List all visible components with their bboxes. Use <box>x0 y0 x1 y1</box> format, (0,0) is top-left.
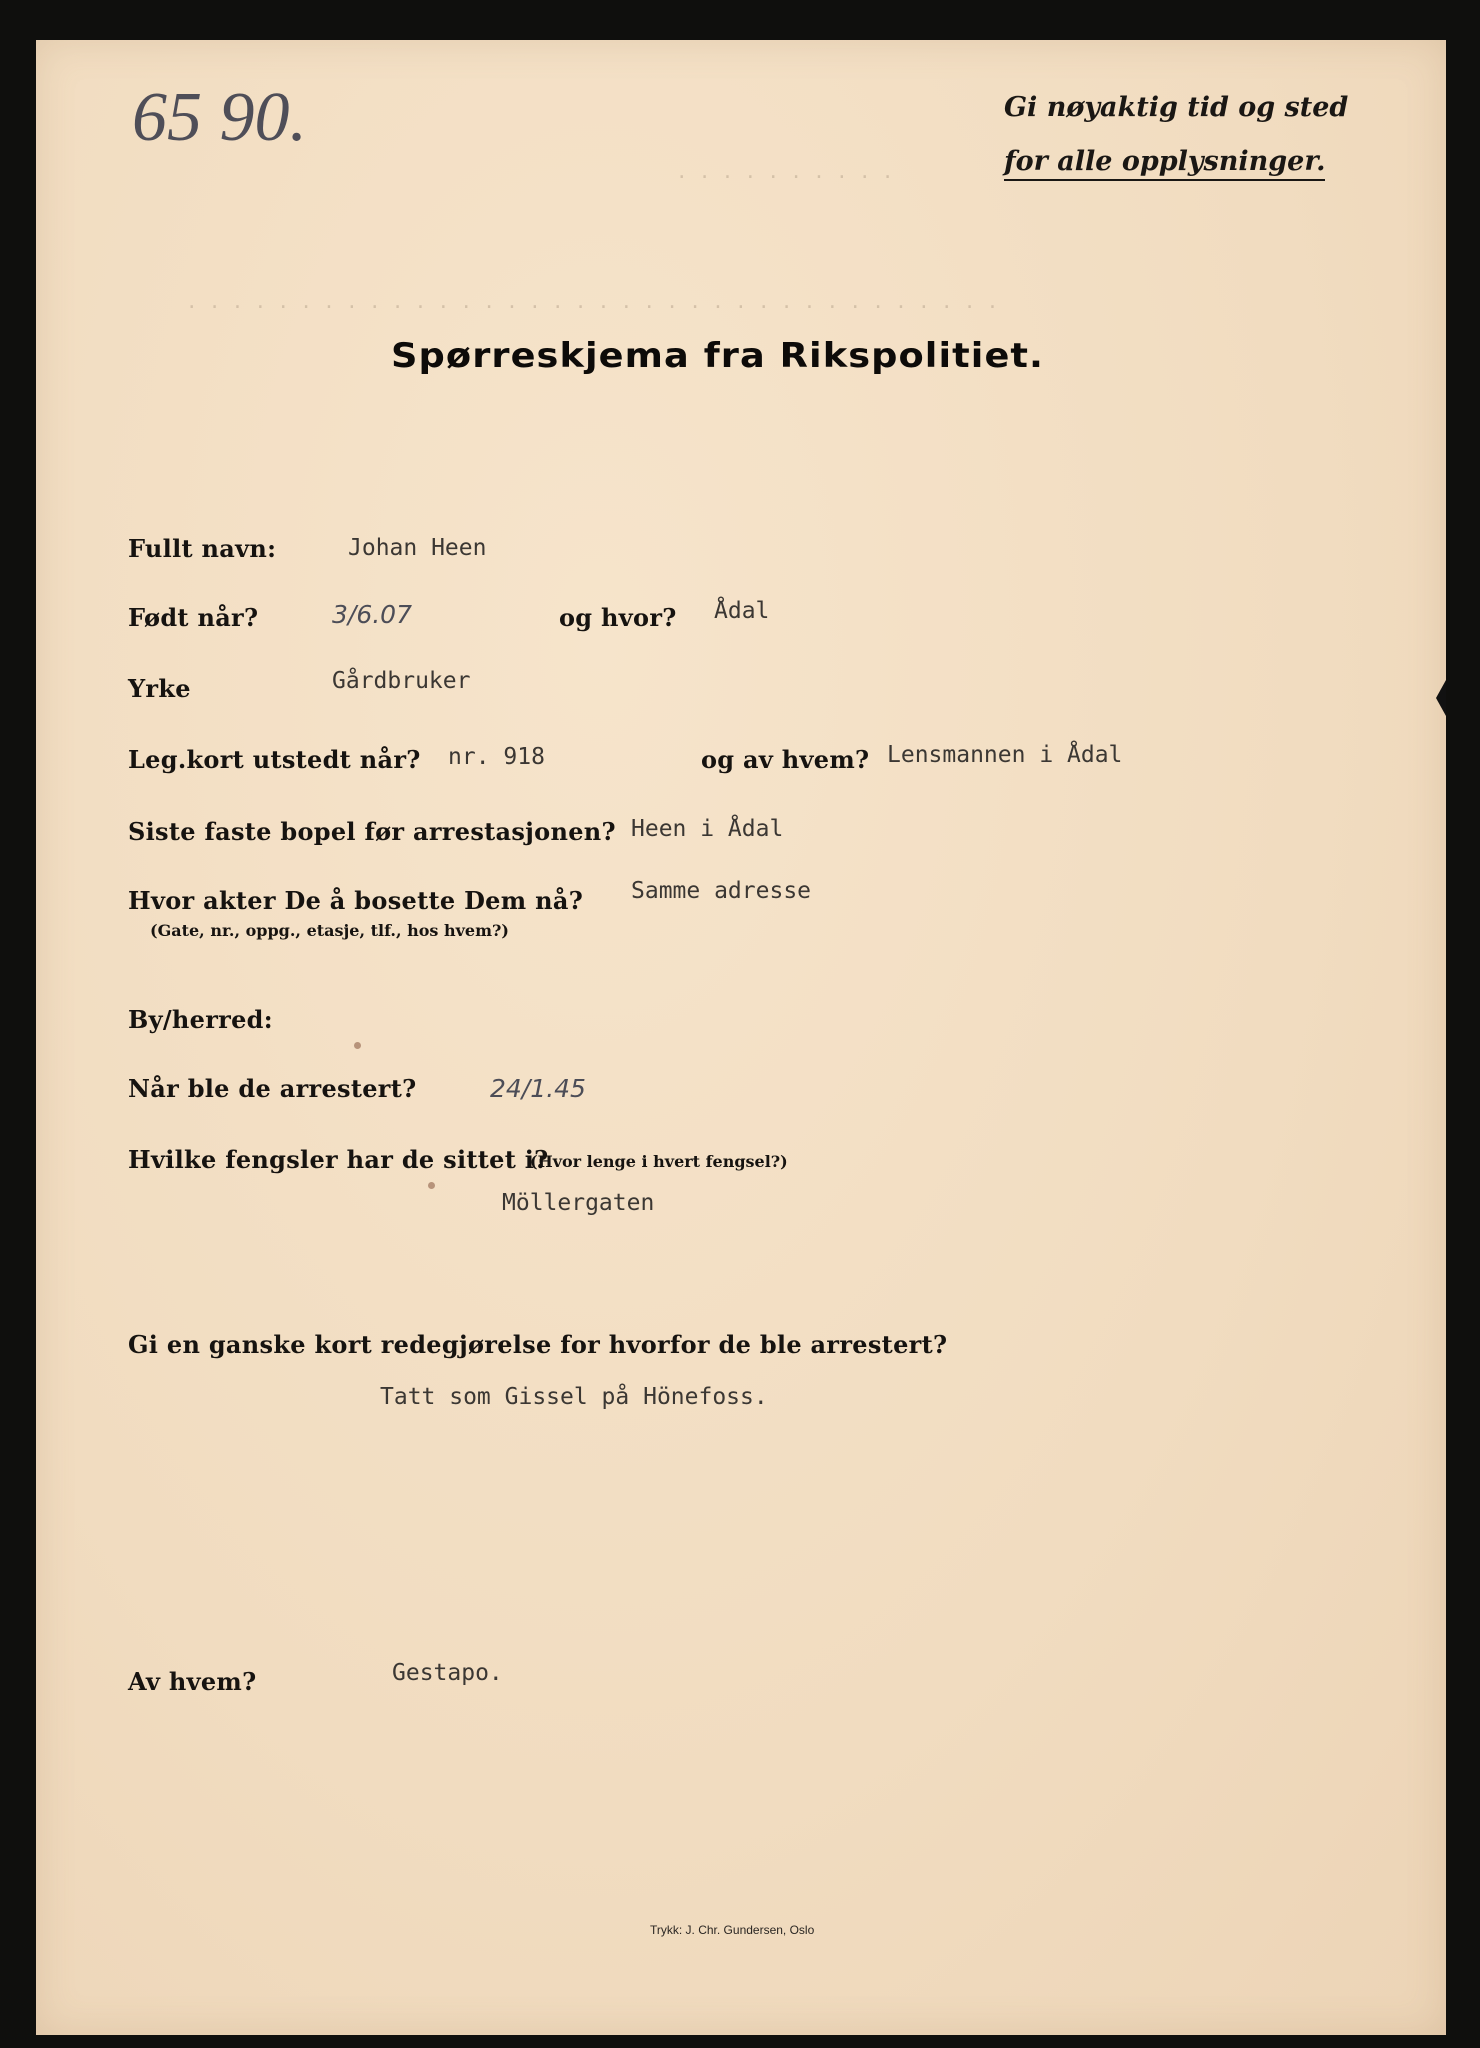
reason-label: Gi en ganske kort redegjørelse for hvorfor de ble arrestert? <box>128 1330 948 1359</box>
notice-line-1: Gi nøyaktig tid og sted <box>1004 92 1349 123</box>
future-residence-value: Samme adresse <box>631 878 812 904</box>
future-residence-label: Hvor akter De å bosette Dem nå? <box>128 886 584 915</box>
prisons-value: Möllergaten <box>502 1190 655 1216</box>
reason-value: Tatt som Gissel på Hönefoss. <box>380 1384 768 1410</box>
id-card-value: nr. 918 <box>448 744 545 770</box>
arrested-when-value: 24/1.45 <box>490 1074 586 1103</box>
ink-speck <box>428 1182 435 1189</box>
last-residence-value: Heen i Ådal <box>631 816 784 842</box>
issued-by-label: og av hvem? <box>701 745 870 774</box>
town-label: By/herred: <box>128 1005 273 1034</box>
form-page <box>36 40 1446 2035</box>
issued-by-value: Lensmannen i Ådal <box>887 742 1123 768</box>
occupation-value: Gårdbruker <box>332 668 471 694</box>
bleed-through-text: · · · · · · · · · · · · · · · · · · · · · · · · · · · · · · · · · · · · <box>186 296 999 318</box>
arrested-when-label: Når ble de arrestert? <box>128 1074 417 1103</box>
future-residence-sublabel: (Gate, nr., oppg., etasje, tlf., hos hvem?) <box>150 921 509 940</box>
born-when-value: 3/6.07 <box>332 600 412 629</box>
prisons-label: Hvilke fengsler har de sittet i? <box>128 1145 549 1174</box>
by-whom-value: Gestapo. <box>392 1660 503 1686</box>
by-whom-label: Av hvem? <box>128 1667 257 1696</box>
last-residence-label: Siste faste bopel før arrestasjonen? <box>128 817 616 846</box>
ink-speck <box>354 1042 361 1049</box>
form-title: Spørreskjema fra Rikspolitiet. <box>391 336 1045 376</box>
full-name-value: Johan Heen <box>348 535 487 561</box>
born-where-value: Ådal <box>714 598 770 624</box>
prisons-sublabel: (Hvor lenge i hvert fengsel?) <box>530 1152 788 1171</box>
handwritten-reference-number: 65 90. <box>132 79 307 156</box>
page-edge-mark <box>1436 680 1446 716</box>
born-where-label: og hvor? <box>559 603 677 632</box>
born-when-label: Født når? <box>128 603 259 632</box>
occupation-label: Yrke <box>128 674 191 703</box>
full-name-label: Fullt navn: <box>128 534 277 563</box>
printer-imprint: Trykk: J. Chr. Gundersen, Oslo <box>650 1923 815 1937</box>
notice-line-2: for alle opplysninger. <box>1004 146 1325 181</box>
id-card-label: Leg.kort utstedt når? <box>128 745 421 774</box>
bleed-through-text: · · · · · · · · · · <box>676 166 894 188</box>
